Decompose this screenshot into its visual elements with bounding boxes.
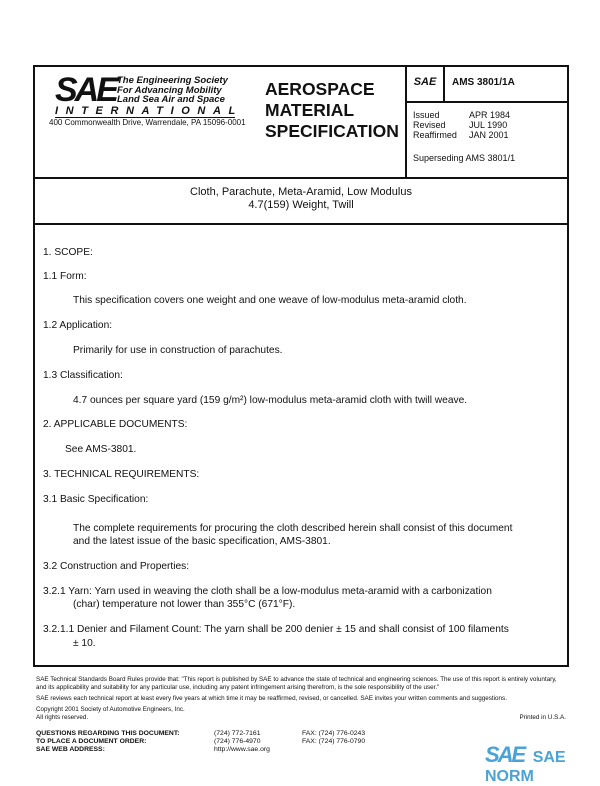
body-line: and the latest issue of the basic specification, AMS-3801. (73, 536, 331, 547)
body-line: 1.3 Classification: (43, 370, 123, 381)
printed: Printed in U.S.A. (519, 714, 566, 721)
body-line: Primarily for use in construction of parachutes. (73, 345, 283, 356)
doc-type (265, 79, 399, 142)
body-line: 3. TECHNICAL REQUIREMENTS: (43, 469, 200, 480)
contact-label: TO PLACE A DOCUMENT ORDER: (36, 738, 147, 745)
body-line: 3.1 Basic Specification: (43, 494, 149, 505)
contact-phone: (724) 772-7161 (214, 730, 261, 737)
date-value: JUL 1990 (469, 120, 508, 130)
doc-type-line: SPECIFICATION (265, 121, 399, 141)
contact-label: SAE WEB ADDRESS: (36, 746, 105, 753)
superseding: Superseding AMS 3801/1 (413, 153, 516, 163)
review-text: SAE reviews each technical report at least every five years at which time it may be reaffirmed, revised, or cancelled. SAE invites your written comments and suggestions. (36, 695, 507, 702)
body-line: ± 10. (73, 638, 96, 649)
header (35, 67, 567, 179)
title-line: 4.7(159) Weight, Twill (248, 199, 354, 211)
contact-label: QUESTIONS REGARDING THIS DOCUMENT: (36, 730, 180, 737)
body-line: 3.2.1 Yarn: Yarn used in weaving the cloth shall be a low-modulus meta-aramid with a carbonization (43, 586, 492, 597)
body-line: 1. SCOPE: (43, 247, 93, 258)
copyright: Copyright 2001 Society of Automotive Engineers, Inc. (36, 706, 185, 713)
body-line: 1.2 Application: (43, 320, 113, 331)
footer (36, 676, 566, 722)
body-line: This specification covers one weight and one weave of low-modulus meta-aramid cloth. (73, 295, 467, 306)
body-line: 1.1 Form: (43, 271, 87, 282)
doc-number: AMS 3801/1A (452, 77, 515, 88)
small-sae-logo: SAE (407, 67, 445, 101)
tagline (117, 76, 228, 105)
tagline-line: Land Sea Air and Space (117, 94, 225, 105)
date-label: Reaffirmed (413, 130, 457, 140)
date-value: APR 1984 (469, 110, 511, 120)
title-line: Cloth, Parachute, Meta-Aramid, Low Modulus (190, 186, 412, 198)
address: 400 Commonwealth Drive, Warrendale, PA 15096-0001 (49, 118, 246, 127)
document-title (35, 177, 567, 225)
body-line: (char) temperature not lower than 355°C (671°F). (73, 599, 296, 610)
logo-text: SAE (55, 71, 116, 109)
sae-norm-watermark (485, 742, 600, 786)
rules-text: SAE Technical Standards Board Rules provide that: "This report is published by SAE to advance the state of technical and engineering sciences. The use of this report is entirely voluntary, and its applicability and suitability for any particular use, including any patent infringement arising therefrom, is the sole responsibility of the user." (36, 676, 557, 691)
document-frame (33, 65, 569, 667)
dates (413, 110, 510, 140)
body-line: See AMS-3801. (65, 444, 137, 455)
body-line: 2. APPLICABLE DOCUMENTS: (43, 419, 188, 430)
contact-fax: FAX: (724) 776-0790 (302, 738, 366, 745)
body-line: 3.2.1.1 Denier and Filament Count: The yarn shall be 200 denier ± 15 and shall consist of 100 filaments (43, 624, 509, 635)
web-address[interactable]: http://www.sae.org (214, 746, 270, 753)
date-label: Revised (413, 120, 446, 130)
doc-type-line: AEROSPACE (265, 79, 375, 99)
tagline-line: The Engineering Society (117, 75, 228, 86)
international: INTERNATIONAL (55, 105, 243, 117)
body-line: 3.2 Construction and Properties: (43, 561, 190, 572)
doc-type-line: MATERIAL (265, 100, 355, 120)
rights: All rights reserved. (36, 714, 89, 721)
watermark-text: SAE NORM (485, 749, 566, 785)
doc-info-box (405, 67, 569, 177)
tagline-line: For Advancing Mobility (117, 84, 222, 96)
contact-phone: (724) 776-4970 (214, 738, 261, 745)
body-line: 4.7 ounces per square yard (159 g/m²) low-modulus meta-aramid cloth with twill weave. (73, 395, 468, 406)
contact-fax: FAX: (724) 776-0243 (302, 730, 366, 737)
date-label: Issued (413, 110, 440, 120)
watermark-logo: SAE (485, 742, 525, 767)
body-line: The complete requirements for procuring the cloth described herein shall consist of this document (73, 523, 513, 534)
date-value: JAN 2001 (469, 130, 509, 140)
